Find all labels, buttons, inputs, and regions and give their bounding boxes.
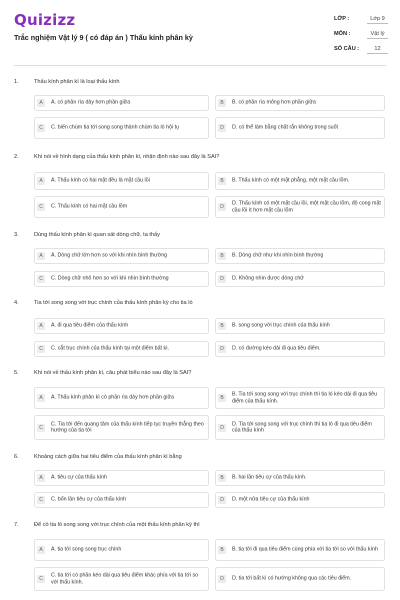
option-text: B. Tia tới song song với trục chính thì tia ló kéo dài đi qua tiêu điểm của thấu kính. [232,391,378,404]
option-d[interactable] [215,492,385,508]
option-text: A. Thấu kính phân kì có phần rìa dày hơn phần giữa [51,394,174,401]
option-text: B. song song với trục chính của thấu kính [232,322,330,329]
meta-value-class: Lớp 9 [367,16,388,24]
option-text: A. tiêu cự của thấu kính [51,474,107,481]
question-text: Tia tới song song với trục chính của thấu kính phân kỳ cho tia ló [34,300,193,306]
option-letter: B [218,99,226,107]
question-6 [0,454,400,514]
question-text: Để có tia ló song song với trục chính của một thấu kính phân kỳ thì [34,522,200,528]
option-letter: D [218,345,226,353]
option-text: C. tia tới có phần kéo dài qua tiêu điểm khác phía với tia tới so với thấu kính. [51,572,199,585]
option-d[interactable] [215,117,385,139]
question-number: 5. [14,370,19,376]
question-text: Dùng thấu kính phân kì quan sát dòng chữ, ta thấy [34,232,160,238]
meta-label-class: LỚP : [334,16,350,22]
option-b[interactable] [215,95,385,111]
option-letter: B [218,474,226,482]
option-c[interactable] [34,196,209,218]
option-text: A. Dòng chữ lớn hơn so với khi nhìn bình thường [51,252,168,259]
option-letter: D [218,575,226,583]
option-letter: C [37,275,45,283]
option-letter: C [37,496,45,504]
option-d[interactable] [215,567,385,591]
option-letter: D [218,203,226,211]
option-letter: D [218,124,226,132]
option-b[interactable] [215,172,385,190]
question-number: 1. [14,79,19,85]
option-text: D. Không nhìn được dòng chữ [232,275,304,282]
meta-label-subject: MÔN : [334,31,351,37]
question-2 [0,154,400,220]
option-a[interactable] [34,172,209,190]
option-letter: C [37,575,45,583]
option-d[interactable] [215,341,385,357]
option-letter: D [218,275,226,283]
meta-value-subject: Vật lý [367,31,388,39]
option-letter: C [37,345,45,353]
option-letter: D [218,424,226,432]
option-b[interactable] [215,470,385,486]
meta-value-count: 12 [367,46,388,54]
option-a[interactable] [34,248,209,264]
option-letter: A [37,474,45,482]
option-a[interactable] [34,539,209,561]
option-c[interactable] [34,341,209,357]
quizizz-logo: Quizizz [14,11,76,29]
option-a[interactable] [34,470,209,486]
option-letter: A [37,252,45,260]
option-b[interactable] [215,248,385,264]
option-d[interactable] [215,415,385,440]
option-letter: C [37,203,45,211]
option-text: B. tia tới đi qua tiêu điểm cùng phía với tia tới so với thấu kính [232,546,378,553]
option-b[interactable] [215,318,385,334]
option-text: D. Thấu kính có một mặt cầu lồi, một mặt cầu lõm, độ cong mặt cầu lồi ít hơn mặt cầu lõm [232,200,381,213]
question-text: Khoảng cách giữa hai tiêu điểm của thấu kính phân kì bằng [34,454,182,460]
option-c[interactable] [34,117,209,139]
option-c[interactable] [34,492,209,508]
option-text: A. Thấu kính có hai mặt đều là mặt cầu lồi [51,177,150,184]
option-letter: B [218,546,226,554]
option-letter: A [37,177,45,185]
option-text: A. tia tới song song trục chính [51,546,122,553]
option-letter: C [37,424,45,432]
option-text: C. Dòng chữ nhỏ hơn so với khi nhìn bình thường [51,275,169,282]
option-text: C. cắt trục chính của thấu kính tại một điểm bất kì. [51,345,170,352]
option-letter: B [218,394,226,402]
question-number: 7. [14,522,19,528]
option-a[interactable] [34,387,209,409]
worksheet-header [0,0,400,70]
option-text: C. biến chùm tia tới song song thành chùm tia ló hội tụ [51,124,180,131]
option-c[interactable] [34,567,209,591]
option-letter: C [37,124,45,132]
option-text: D. tia tới bất kì có hướng không qua các tiêu điểm. [232,575,352,582]
question-4 [0,300,400,360]
question-text: Thấu kính phân kì là loại thấu kính [34,79,120,85]
question-number: 3. [14,232,19,238]
question-number: 2. [14,154,19,160]
option-a[interactable] [34,318,209,334]
option-text: D. một nửa tiêu cự của thấu kính [232,496,310,503]
question-text: Khi nói về hình dạng của thấu kính phân kì, nhận định nào sau đây là SAI? [34,154,220,160]
option-text: A. đi qua tiêu điểm của thấu kính [51,322,129,329]
option-letter: A [37,99,45,107]
option-text: D. có đường kéo dài đi qua tiêu điểm. [232,345,321,352]
meta-label-count: SỐ CÂU : [334,46,360,52]
question-1 [0,79,400,141]
question-3 [0,232,400,290]
option-text: C. Thấu kính có hai mặt cầu lõm [51,203,128,210]
option-text: D. Tia tới song song với trục chính thì tia ló đi qua tiêu điểm của thấu kính [232,420,372,434]
worksheet-title: Trắc nghiệm Vật lý 9 ( có đáp án ) Thấu kính phân kỳ [14,33,193,42]
option-text: A. có phần rìa dày hơn phần giữa [51,99,131,106]
question-number: 6. [14,454,19,460]
option-b[interactable] [215,539,385,561]
question-7 [0,522,400,594]
option-c[interactable] [34,271,209,287]
option-letter: B [218,252,226,260]
option-text: C. bốn lần tiêu cự của thấu kính [51,496,127,503]
option-letter: A [37,394,45,402]
option-letter: D [218,496,226,504]
option-letter: B [218,177,226,185]
option-text: B. hai lần tiêu cự của thấu kính. [232,474,307,481]
option-text: B. Thấu kính có một mặt phẳng, một mặt cầu lõm. [232,177,350,184]
option-text: B. có phần rìa mỏng hơn phần giữa [232,99,316,106]
option-letter: A [37,322,45,330]
option-c[interactable] [34,415,209,440]
option-d[interactable] [215,271,385,287]
question-text: Khi nói về thấu kính phân kì, câu phát biểu nào sau đây là SAI? [34,370,192,376]
question-number: 4. [14,300,19,306]
question-5 [0,370,400,446]
option-letter: A [37,546,45,554]
option-d[interactable] [215,196,385,218]
option-text: D. có thể làm bằng chất rắn không trong suốt [232,124,339,131]
header-divider [14,65,386,66]
option-text: B. Dòng chữ như khi nhìn bình thường [232,252,324,259]
option-letter: B [218,322,226,330]
option-text: C. Tia tới đến quang tâm của thấu kính tiếp tục truyền thẳng theo hướng của tia tới [51,420,204,434]
option-b[interactable] [215,387,385,409]
option-a[interactable] [34,95,209,111]
